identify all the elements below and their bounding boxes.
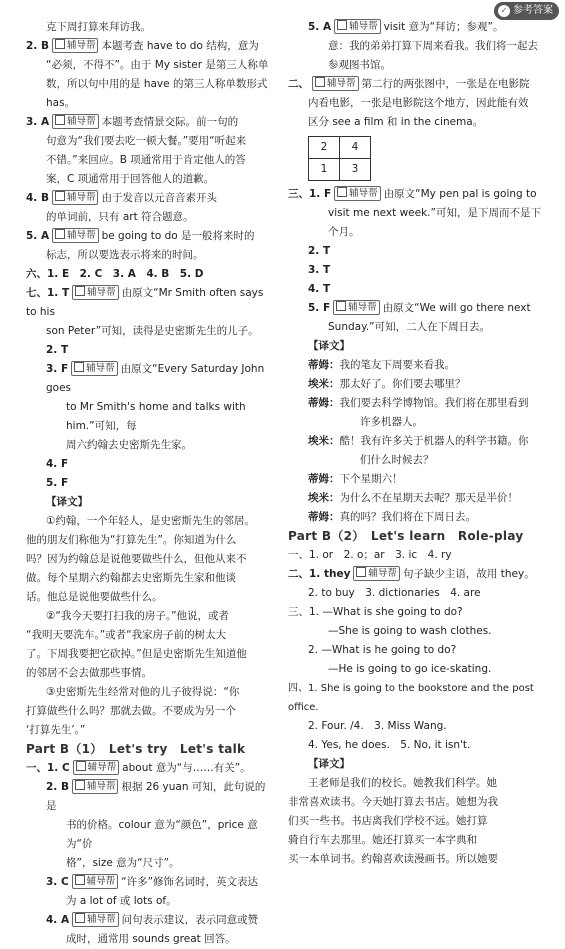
answer-item: 七、1. T 辅导帮 由原文“Mr Smith often says to his [26, 287, 264, 318]
answer-item: —She is going to wash clothes. [328, 625, 492, 637]
book-icon [337, 20, 347, 30]
text-line: 为 a lot of 或 lots of。 [66, 895, 177, 907]
text-line: 内看电影，一张是电影院这个地方，因此能有效 [308, 97, 529, 109]
text-line: 案，C 项通常用于回答他人的道歉。 [46, 173, 215, 185]
dialog-line: 蒂姆：我的笔友下周要来看我。 [308, 359, 455, 371]
text-line: Sunday.”可知，二人在下周日去。 [328, 321, 491, 333]
book-icon [336, 301, 346, 311]
book-icon [75, 913, 85, 923]
text-line: 句意为“我们要去吃一顿大餐。”要用“听起来 [46, 135, 247, 147]
answer-key-icon: ✓ [498, 5, 510, 17]
answer-item: 2. T [308, 245, 331, 257]
grid-cell: 3 [340, 159, 371, 181]
answer-item: 2. Four. /4. 3. Miss Wang. [308, 720, 447, 732]
text-line: 的邻居不会去做那些事情。 [26, 667, 152, 679]
book-icon [337, 187, 347, 197]
text-line: 了。下周我要把它砍掉。”但是史密斯先生知道他 [26, 648, 247, 660]
dialog-line: 埃米：为什么不在星期天去呢？那天是半价！ [308, 492, 518, 504]
book-icon [356, 567, 366, 577]
answer-item: 3. C 辅导帮 “许多”修饰名词时，英文表达 [46, 876, 259, 888]
dialog-line: 埃米：那太好了。你们要去哪里？ [308, 378, 466, 390]
text-line: 骑自行车去那里。她还打算买一本字典和 [288, 834, 477, 846]
answer-item: 5. A 辅导帮 visit 意为“拜访；参观”。 [308, 21, 504, 33]
tutor-tag: 辅导帮 [72, 912, 119, 927]
text-line: 克下周打算来拜访我。 [46, 21, 151, 33]
text-line: 话。他总是说他要做些什么。 [26, 591, 163, 603]
translation-paragraph-3 [26, 683, 274, 740]
answer-item: 二、 辅导帮 第二行的两张图中，一张是在电影院 [288, 78, 530, 90]
tutor-tag: 辅导帮 [72, 285, 119, 300]
translation-heading: 【译文】 [308, 340, 350, 352]
badge-label: 参考答案 [513, 5, 553, 16]
text-line: 数，所以句中用的是 have 的第三人称单数形式 [46, 78, 268, 90]
text-line: ②“我今天要打扫我的房子。”他说，或者 [46, 610, 230, 622]
tutor-tag: 辅导帮 [72, 874, 119, 889]
text-line: 标志，所以要选表示将来的时间。 [46, 249, 204, 261]
tutor-tag: 辅导帮 [334, 19, 381, 34]
answer-item: 4. F [46, 458, 69, 470]
answer-item: 4. A 辅导帮 问句表示建议，表示同意或赞 [46, 914, 259, 926]
tutor-tag: 辅导帮 [353, 566, 400, 581]
grid-cell: 1 [309, 159, 340, 181]
dialog-line: 埃米：酷！我有许多关于机器人的科学书籍。你 [308, 435, 529, 447]
dialog-cont: 们什么时候去？ [360, 454, 434, 466]
translation-heading: 【译文】 [308, 758, 350, 770]
part-b1-heading: Part B（1） Let's try Let's talk [26, 742, 246, 756]
text-line: son Peter”可知，读得是史密斯先生的儿子。 [46, 325, 259, 337]
answer-item: 2. T [46, 344, 69, 356]
answer-item: 3. A 辅导帮 本题考查情景交际。前一句的 [26, 116, 239, 128]
text-line: 意：我的弟弟打算下周来看我。我们将一起去 [328, 40, 538, 52]
book-icon [74, 362, 84, 372]
tutor-tag: 辅导帮 [334, 186, 381, 201]
tutor-tag: 辅导帮 [52, 38, 99, 53]
text-line: 的单词前，只有 art 符合题意。 [46, 211, 194, 223]
answer-item: 二、1. they 辅导帮 句子缺少主语，故用 they。 [288, 568, 535, 580]
book-icon [76, 761, 86, 771]
answer-grid [308, 136, 371, 181]
answer-item: 四、1. She is going to the bookstore and the post office. [288, 683, 534, 713]
text-line: 买一本单词书。约翰喜欢读漫画书。所以她要 [288, 853, 498, 865]
text-line: 成时，通常用 sounds great 回答。 [66, 933, 236, 945]
book-icon [315, 77, 325, 87]
text-line: 们买一些书。书店离我们学校不远。她打算 [288, 815, 488, 827]
text-line: “必须，不得不”。由于 My sister 是第三人称单 [46, 59, 269, 71]
translation-paragraph-1 [26, 512, 274, 607]
translation-heading: 【译文】 [46, 496, 88, 508]
tutor-tag: 辅导帮 [72, 779, 119, 794]
text-line: has。 [46, 97, 76, 109]
book-icon [55, 191, 65, 201]
tutor-tag: 辅导帮 [312, 76, 359, 91]
text-line: to Mr Smith's home and talks with him.”可知，每 [66, 401, 246, 432]
answer-item: 3. T [308, 264, 331, 276]
answer-item: 2. —What is he going to do? [308, 644, 457, 656]
text-line: visit me next week.”可知，是下周而不是下 [328, 207, 541, 219]
dialog-line: 蒂姆：下个星期六！ [308, 473, 403, 485]
text-line: 参观图书馆。 [328, 59, 391, 71]
text-line: ‘打算先生’。” [26, 724, 86, 736]
answer-item: 3. F 辅导帮 由原文“Every Saturday John goes [46, 363, 265, 394]
tutor-tag: 辅导帮 [52, 114, 99, 129]
tutor-tag: 辅导帮 [52, 228, 99, 243]
answer-item: 4. T [308, 283, 331, 295]
translation-paragraph [288, 774, 550, 869]
text-line: 非常喜欢读书。今天她打算去书店。她想为我 [288, 796, 498, 808]
text-line: ③史密斯先生经常对他的儿子彼得说：“你 [46, 686, 240, 698]
dialog-cont: 许多机器人。 [360, 416, 423, 428]
tutor-tag: 辅导帮 [71, 361, 118, 376]
text-line: 区分 see a film 和 in the cinema。 [308, 116, 484, 128]
text-line: 做。每个星期六约翰都去史密斯先生家和他谈 [26, 572, 236, 584]
text-line: 打算做些什么吗？那就去做。不要成为另一个 [26, 705, 236, 717]
text-line: 他的朋友们称他为“打算先生”。你知道为什么 [26, 534, 237, 546]
book-icon [75, 875, 85, 885]
text-line: 书的价格。colour 意为“颜色”，price 意为“价 [66, 819, 258, 850]
text-line: 格”，size 意为“尺寸”。 [66, 857, 180, 869]
text-line: 周六约翰去史密斯先生家。 [66, 439, 192, 451]
text-line: ①约翰，一个年轻人，是史密斯先生的邻居。 [46, 515, 255, 527]
book-icon [55, 39, 65, 49]
grid-cell: 2 [309, 137, 340, 159]
answer-item: 4. B 辅导帮 由于发音以元音音素开头 [26, 192, 217, 204]
answer-item: 一、1. or 2. o；ar 3. ic 4. ry [288, 549, 452, 561]
part-b2-heading: Part B（2） Let's learn Role-play [288, 529, 524, 543]
answer-item: 三、1. F 辅导帮 由原文“My pen pal is going to [288, 188, 537, 200]
book-icon [55, 115, 65, 125]
answer-item: 5. F 辅导帮 由原文“We will go there next [308, 302, 531, 314]
answer-item: 一、1. C 辅导帮 about 意为“与……有关”。 [26, 762, 251, 774]
answer-item: 4. Yes, he does. 5. No, it isn't. [308, 739, 471, 751]
answer-item: 5. A 辅导帮 be going to do 是一般将来时的 [26, 230, 255, 242]
tutor-tag: 辅导帮 [52, 190, 99, 205]
left-column [26, 18, 274, 949]
dialog [288, 356, 550, 527]
answer-item: 5. F [46, 477, 69, 489]
answer-item: 2. B 辅导帮 根据 26 yuan 可知，此句说的是 [46, 781, 266, 812]
dialog-line: 蒂姆：真的吗？我们将在下周日去。 [308, 511, 476, 523]
text-line: “我明天要洗车。”或者“我家房子前的树太大 [26, 629, 227, 641]
book-icon [75, 286, 85, 296]
book-icon [55, 229, 65, 239]
translation-paragraph-2 [26, 607, 274, 683]
text-line: 个月。 [328, 226, 360, 238]
right-column [288, 18, 550, 869]
book-icon [75, 780, 85, 790]
answer-item: 三、1. —What is she going to do? [288, 606, 463, 618]
dialog-line: 蒂姆：我们要去科学博物馆。我们将在那里看到 [308, 397, 529, 409]
text-line: 吗？因为约翰总是说他要做些什么，但他从来不 [26, 553, 247, 565]
section-six: 六、1. E 2. C 3. A 4. B 5. D [26, 268, 204, 280]
answer-item: 2. to buy 3. dictionaries 4. are [308, 587, 481, 599]
answer-item: —He is going to go ice-skating. [328, 663, 492, 675]
answer-item: 2. B 辅导帮 本题考查 have to do 结构，意为 [26, 40, 259, 52]
grid-cell: 4 [340, 137, 371, 159]
tutor-tag: 辅导帮 [333, 300, 380, 315]
text-line: 王老师是我们的校长。她教我们科学。她 [308, 777, 497, 789]
text-line: 不错。”来回应。B 项通常用于肯定他人的答 [46, 154, 246, 166]
tutor-tag: 辅导帮 [73, 760, 120, 775]
